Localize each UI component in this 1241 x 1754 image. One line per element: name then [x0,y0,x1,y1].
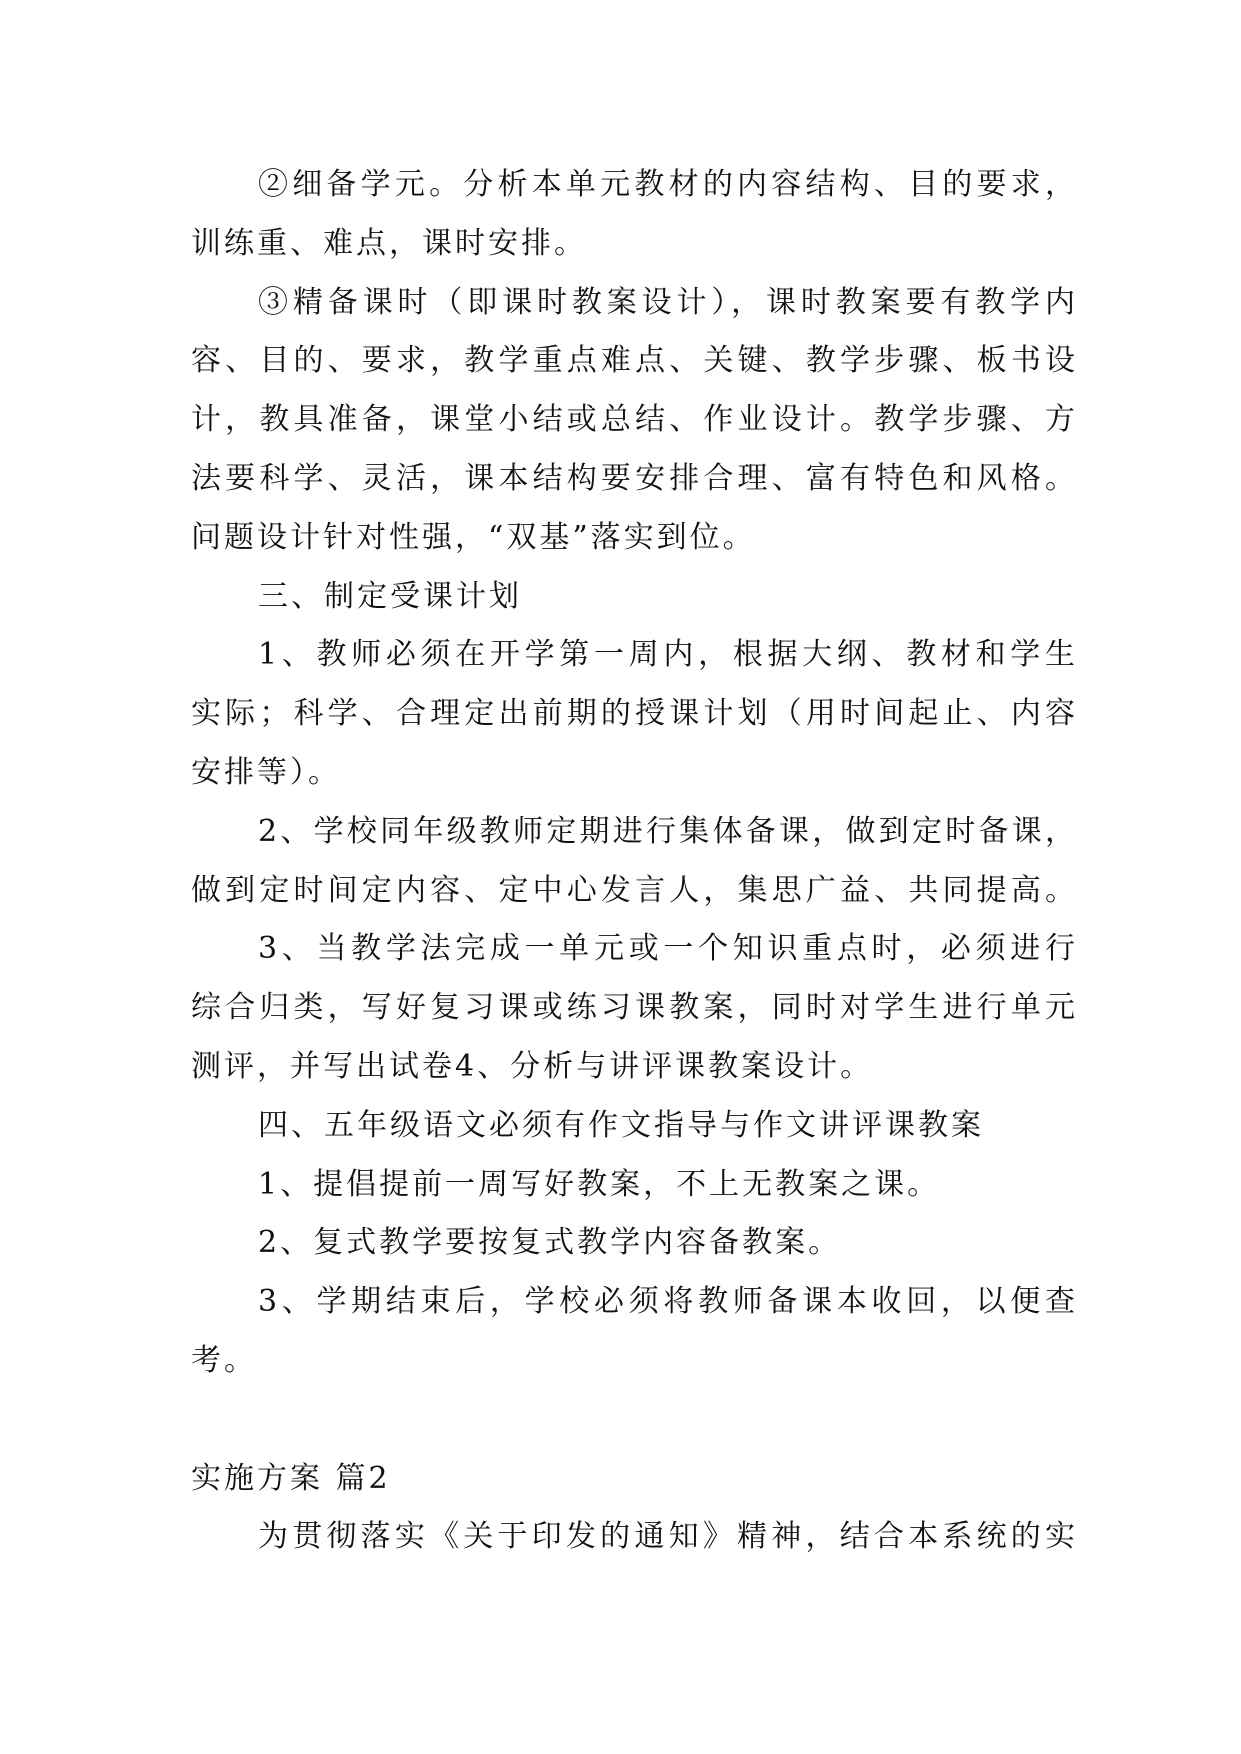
text-line: 2、复式教学要按复式教学内容备教案。 [258,1225,842,1261]
section-heading-text: 三、制定受课计划 [258,578,522,614]
text-line: ③精备课时（即课时教案设计），课时教案要有教学内 [258,284,1078,320]
paragraph [191,1273,1078,1391]
text-line: 1、教师必须在开学第一周内，根据大纲、教材和学生 [258,637,1078,673]
paragraph [191,1508,1078,1567]
paragraph [191,1214,1078,1273]
document-body [191,156,1078,1567]
paragraph [191,156,1078,274]
section-heading [191,568,1078,627]
section-title: 实施方案 篇2 [191,1460,391,1496]
paragraph [191,920,1078,1096]
text-line: 法要科学、灵活，课本结构要安排合理、富有特色和风格。 [191,460,1078,496]
text-line: 2、学校同年级教师定期进行集体备课，做到定时备课， [258,813,1078,849]
paragraph [191,626,1078,802]
text-line: 训练重、难点，课时安排。 [191,225,587,261]
text-line: 测评，并写出试卷4、分析与讲评课教案设计。 [191,1048,874,1084]
text-line: 问题设计针对性强，“双基”落实到位。 [191,519,756,555]
blank-line [191,1391,1078,1450]
text-line: 为贯彻落实《关于印发的通知》精神，结合本系统的实 [258,1519,1078,1555]
section-heading-text: 四、五年级语文必须有作文指导与作文讲评课教案 [258,1107,984,1143]
text-line: 综合归类，写好复习课或练习课教案，同时对学生进行单元 [191,990,1078,1026]
paragraph [191,803,1078,921]
text-line: 做到定时间定内容、定中心发言人，集思广益、共同提高。 [191,872,1078,908]
text-line: 计，教具准备，课堂小结或总结、作业设计。教学步骤、方 [191,402,1078,438]
text-line: 3、学期结束后，学校必须将教师备课本收回，以便查 [258,1284,1078,1320]
paragraph [191,1156,1078,1215]
text-line: 3、当教学法完成一单元或一个知识重点时，必须进行 [258,931,1078,967]
paragraph [191,274,1078,568]
text-line: 安排等）。 [191,754,341,790]
text-line: 1、提倡提前一周写好教案，不上无教案之课。 [258,1166,941,1202]
section-heading [191,1097,1078,1156]
text-line: 容、目的、要求，教学重点难点、关键、教学步骤、板书设 [191,343,1078,379]
text-line: 实际；科学、合理定出前期的授课计划（用时间起止、内容 [191,696,1078,732]
text-line: 考。 [191,1342,257,1378]
text-line: ②细备学元。分析本单元教材的内容结构、目的要求， [258,167,1078,202]
